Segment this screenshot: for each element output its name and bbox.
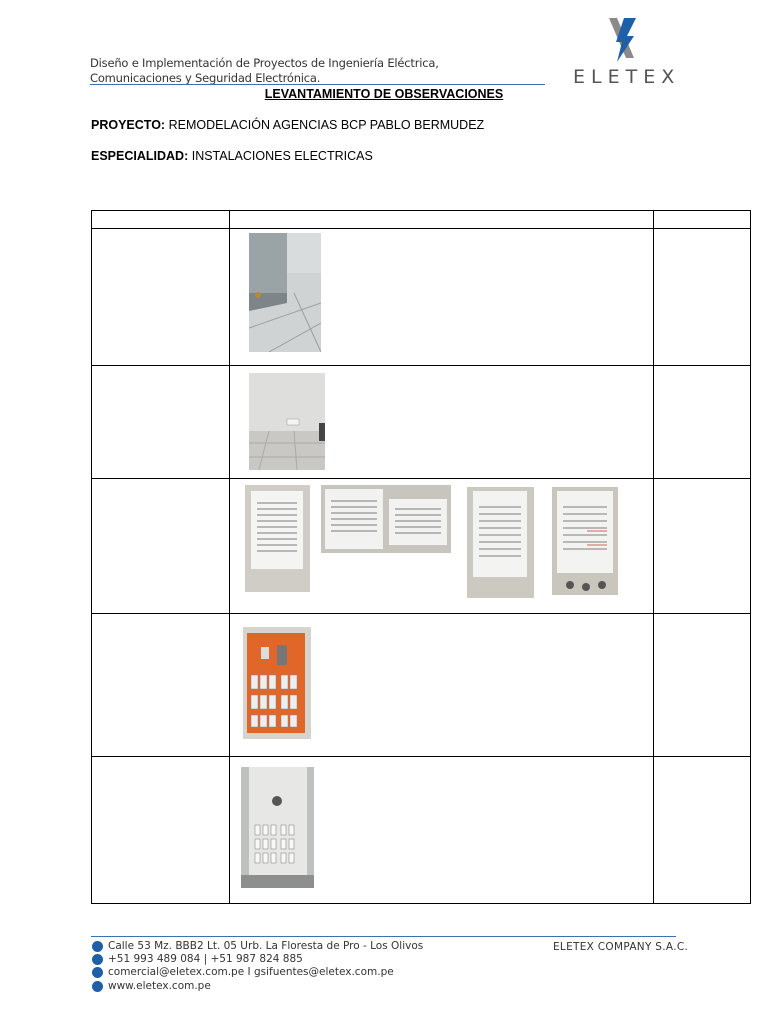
globe-icon xyxy=(92,981,103,992)
table-header-row xyxy=(92,211,751,229)
specialty-label: ESPECIALIDAD: xyxy=(91,149,189,163)
company-description xyxy=(90,56,439,85)
company-desc-line2: Comunicaciones y Seguridad Electrónica. xyxy=(90,70,321,85)
photo-panel-interior-orange xyxy=(243,627,311,739)
emails-text: comercial@eletex.com.pe I gsifuentes@eletex.com.pe xyxy=(108,966,394,978)
footer-divider xyxy=(91,936,676,937)
table-row xyxy=(92,757,751,904)
header-cell xyxy=(229,211,654,229)
photo-panel-directory-4 xyxy=(552,487,618,595)
footer-address xyxy=(92,940,423,952)
email-icon xyxy=(92,967,103,978)
photo-wall-outlet-floor xyxy=(249,373,325,470)
project-label: PROYECTO: xyxy=(91,118,166,132)
location-pin-icon xyxy=(92,941,103,952)
logo-wordmark: ELETEX xyxy=(573,66,681,88)
specialty-field xyxy=(91,149,373,163)
photo-panel-directory-3 xyxy=(467,487,534,598)
website-text[interactable]: www.eletex.com.pe xyxy=(108,980,211,992)
photo-panel-directory-2 xyxy=(321,485,451,553)
footer-company-name: ELETEX COMPANY S.A.C. xyxy=(553,941,689,953)
project-value: REMODELACIÓN AGENCIAS BCP PABLO BERMUDEZ xyxy=(168,118,485,132)
photo-panel-directory-1 xyxy=(245,485,310,592)
header-cell xyxy=(654,211,751,229)
header-cell xyxy=(92,211,230,229)
table-row xyxy=(92,366,751,479)
company-desc-line1: Diseño e Implementación de Proyectos de Ingeniería Eléctrica, xyxy=(90,56,439,70)
footer-website xyxy=(92,980,211,992)
document-title: LEVANTAMIENTO DE OBSERVACIONES xyxy=(264,87,504,101)
table-row xyxy=(92,229,751,366)
photo-panel-breakers-white xyxy=(241,767,314,888)
phone-icon xyxy=(92,954,103,965)
specialty-value: INSTALACIONES ELECTRICAS xyxy=(191,149,373,163)
project-field xyxy=(91,118,484,132)
footer-phones xyxy=(92,953,303,965)
header-divider xyxy=(90,84,545,85)
observations-table xyxy=(91,210,751,904)
footer-emails xyxy=(92,966,394,978)
table-row xyxy=(92,614,751,757)
photo-cabinet-base-floor xyxy=(249,233,321,352)
address-text: Calle 53 Mz. BBB2 Lt. 05 Urb. La Floresta de Pro - Los Olivos xyxy=(108,940,424,952)
phones-text: +51 993 489 084 | +51 987 824 885 xyxy=(108,953,303,965)
